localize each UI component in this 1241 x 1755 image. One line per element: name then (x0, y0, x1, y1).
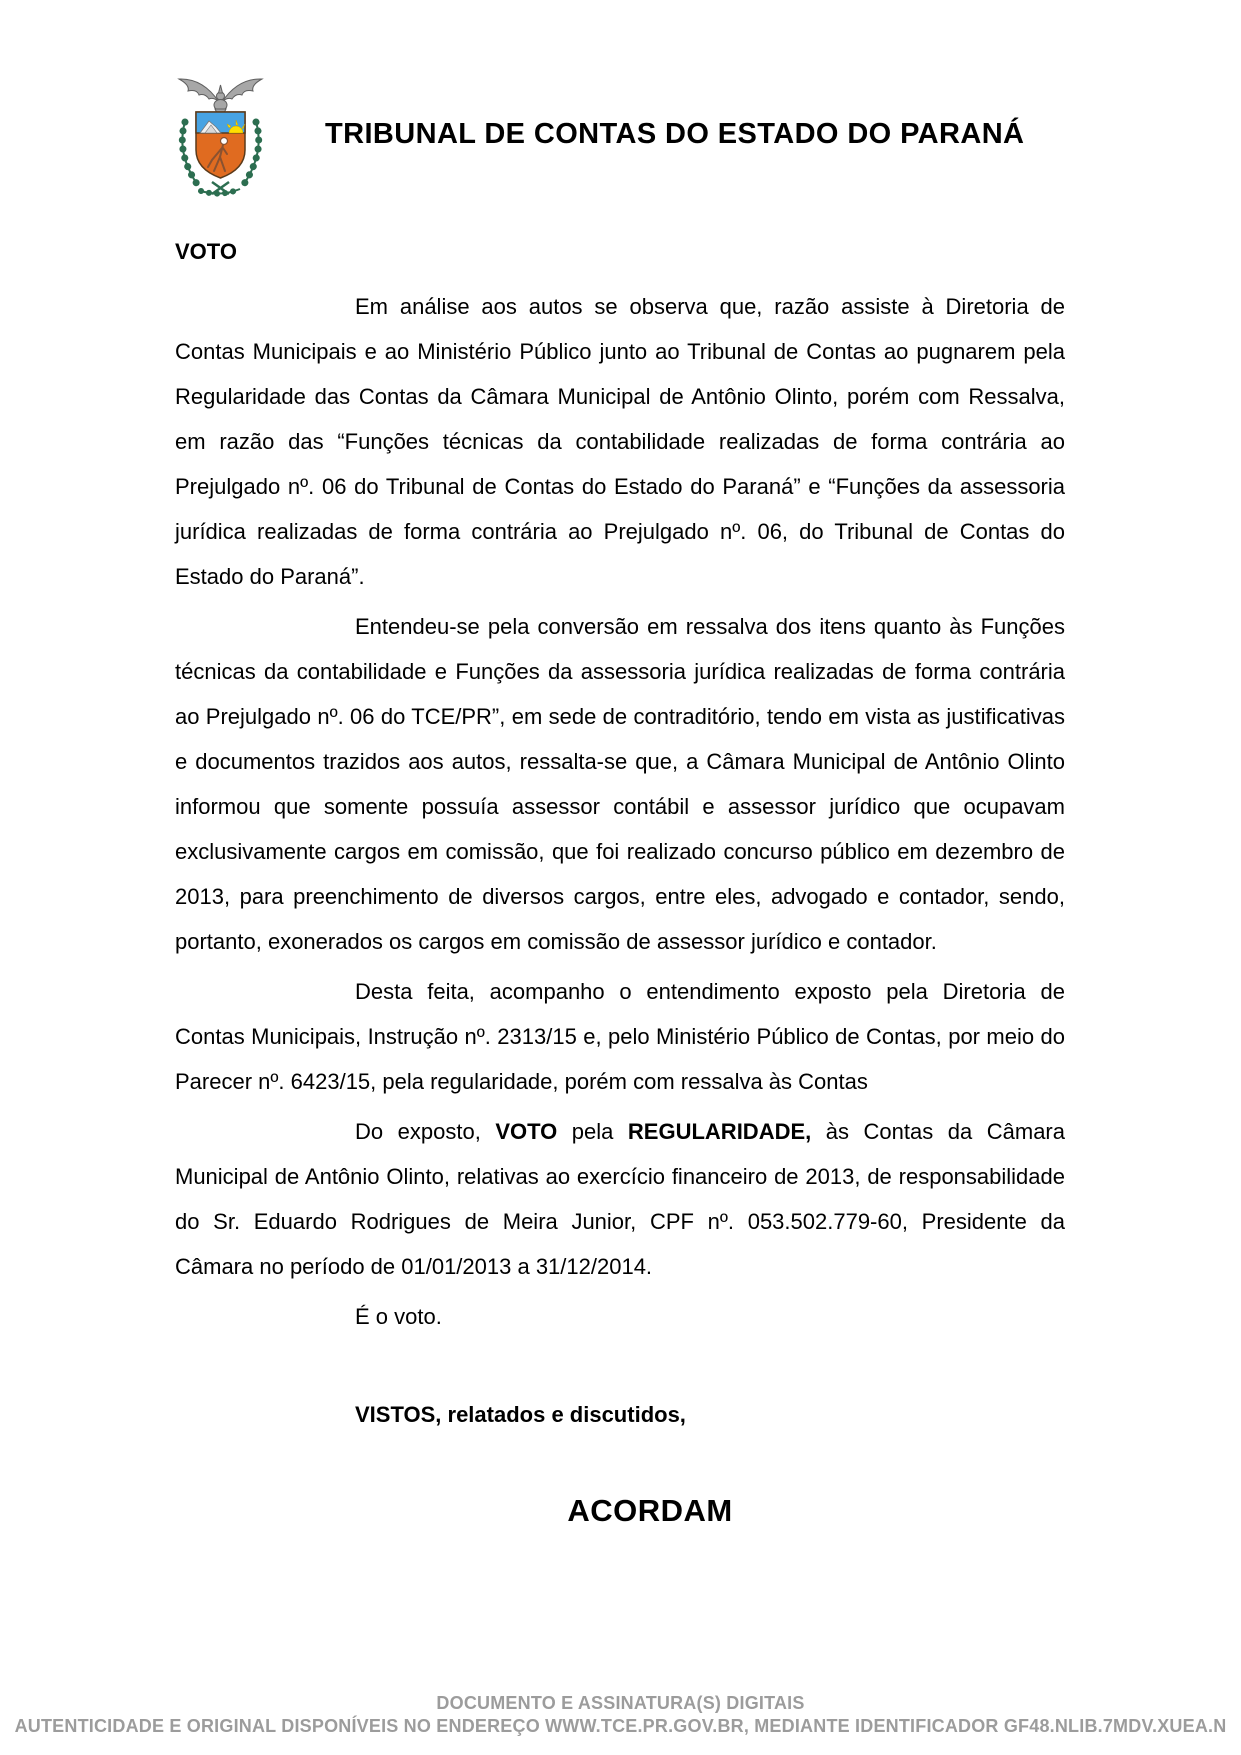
section-heading-voto: VOTO (175, 239, 237, 264)
vistos-line: VISTOS, relatados e discutidos, (355, 1402, 686, 1427)
paragraph-analysis: Em análise aos autos se observa que, razão assiste à Diretoria de Contas Municipais e ao Ministério Público junto ao Tribunal de Contas ao pugnarem pela Regularidade das Contas da Câmara Municipal de Antônio Olinto, porém com Ressalva, em razão das “Funções técnicas da contabilidade realizadas de forma contrária ao Prejulgado nº. 06 do Tribunal de Contas do Estado do Paraná” e “Funções da assessoria jurídica realizadas de forma contrária ao Prejulgado nº. 06, do Tribunal de Contas do Estado do Paraná”. (175, 294, 1065, 589)
paragraph-conversion-ressalva: Entendeu-se pela conversão em ressalva dos itens quanto às Funções técnicas da contabilidade e Funções da assessoria jurídica realizadas de forma contrária ao Prejulgado nº. 06 do TCE/PR”, em sede de contraditório, tendo em vista as justificativas e documentos trazidos aos autos, ressalta-se que, a Câmara Municipal de Antônio Olinto informou que somente possuía assessor contábil e assessor jurídico que ocupavam exclusivamente cargos em comissão, que foi realizado concurso público em dezembro de 2013, para preenchimento de diversos cargos, entre eles, advogado e contador, sendo, portanto, exonerados os cargos em comissão de assessor jurídico e contador. (175, 614, 1065, 954)
footer-line-authenticity: AUTENTICIDADE E ORIGINAL DISPONÍVEIS NO ENDEREÇO WWW.TCE.PR.GOV.BR, MEDIANTE IDENTIFICADOR GF48.NLIB.7MDV.XUEA.N (14, 1716, 1227, 1736)
parana-coat-of-arms-icon (163, 72, 278, 197)
acordam-heading: ACORDAM (567, 1493, 733, 1528)
document-footer (0, 1692, 1241, 1738)
header-title: TRIBUNAL DE CONTAS DO ESTADO DO PARANÁ (325, 118, 1025, 150)
paragraph-e-o-voto: É o voto. (355, 1304, 442, 1329)
footer-line-digital-signature: DOCUMENTO E ASSINATURA(S) DIGITAIS (436, 1693, 805, 1713)
paragraph-voto-regularidade: Do exposto, VOTO pela REGULARIDADE, às Contas da Câmara Municipal de Antônio Olinto, relativas ao exercício financeiro de 2013, de responsabilidade do Sr. Eduardo Rodrigues de Meira Junior, CPF nº. 053.502.779-60, Presidente da Câmara no período de 01/01/2013 a 31/12/2014. (175, 1119, 1065, 1279)
paragraph-desta-feita: Desta feita, acompanho o entendimento exposto pela Diretoria de Contas Municipais, Instrução nº. 2313/15 e, pelo Ministério Público de Contas, por meio do Parecer nº. 6423/15, pela regularidade, porém com ressalva às Contas (175, 979, 1065, 1094)
document-body (175, 238, 1065, 1529)
